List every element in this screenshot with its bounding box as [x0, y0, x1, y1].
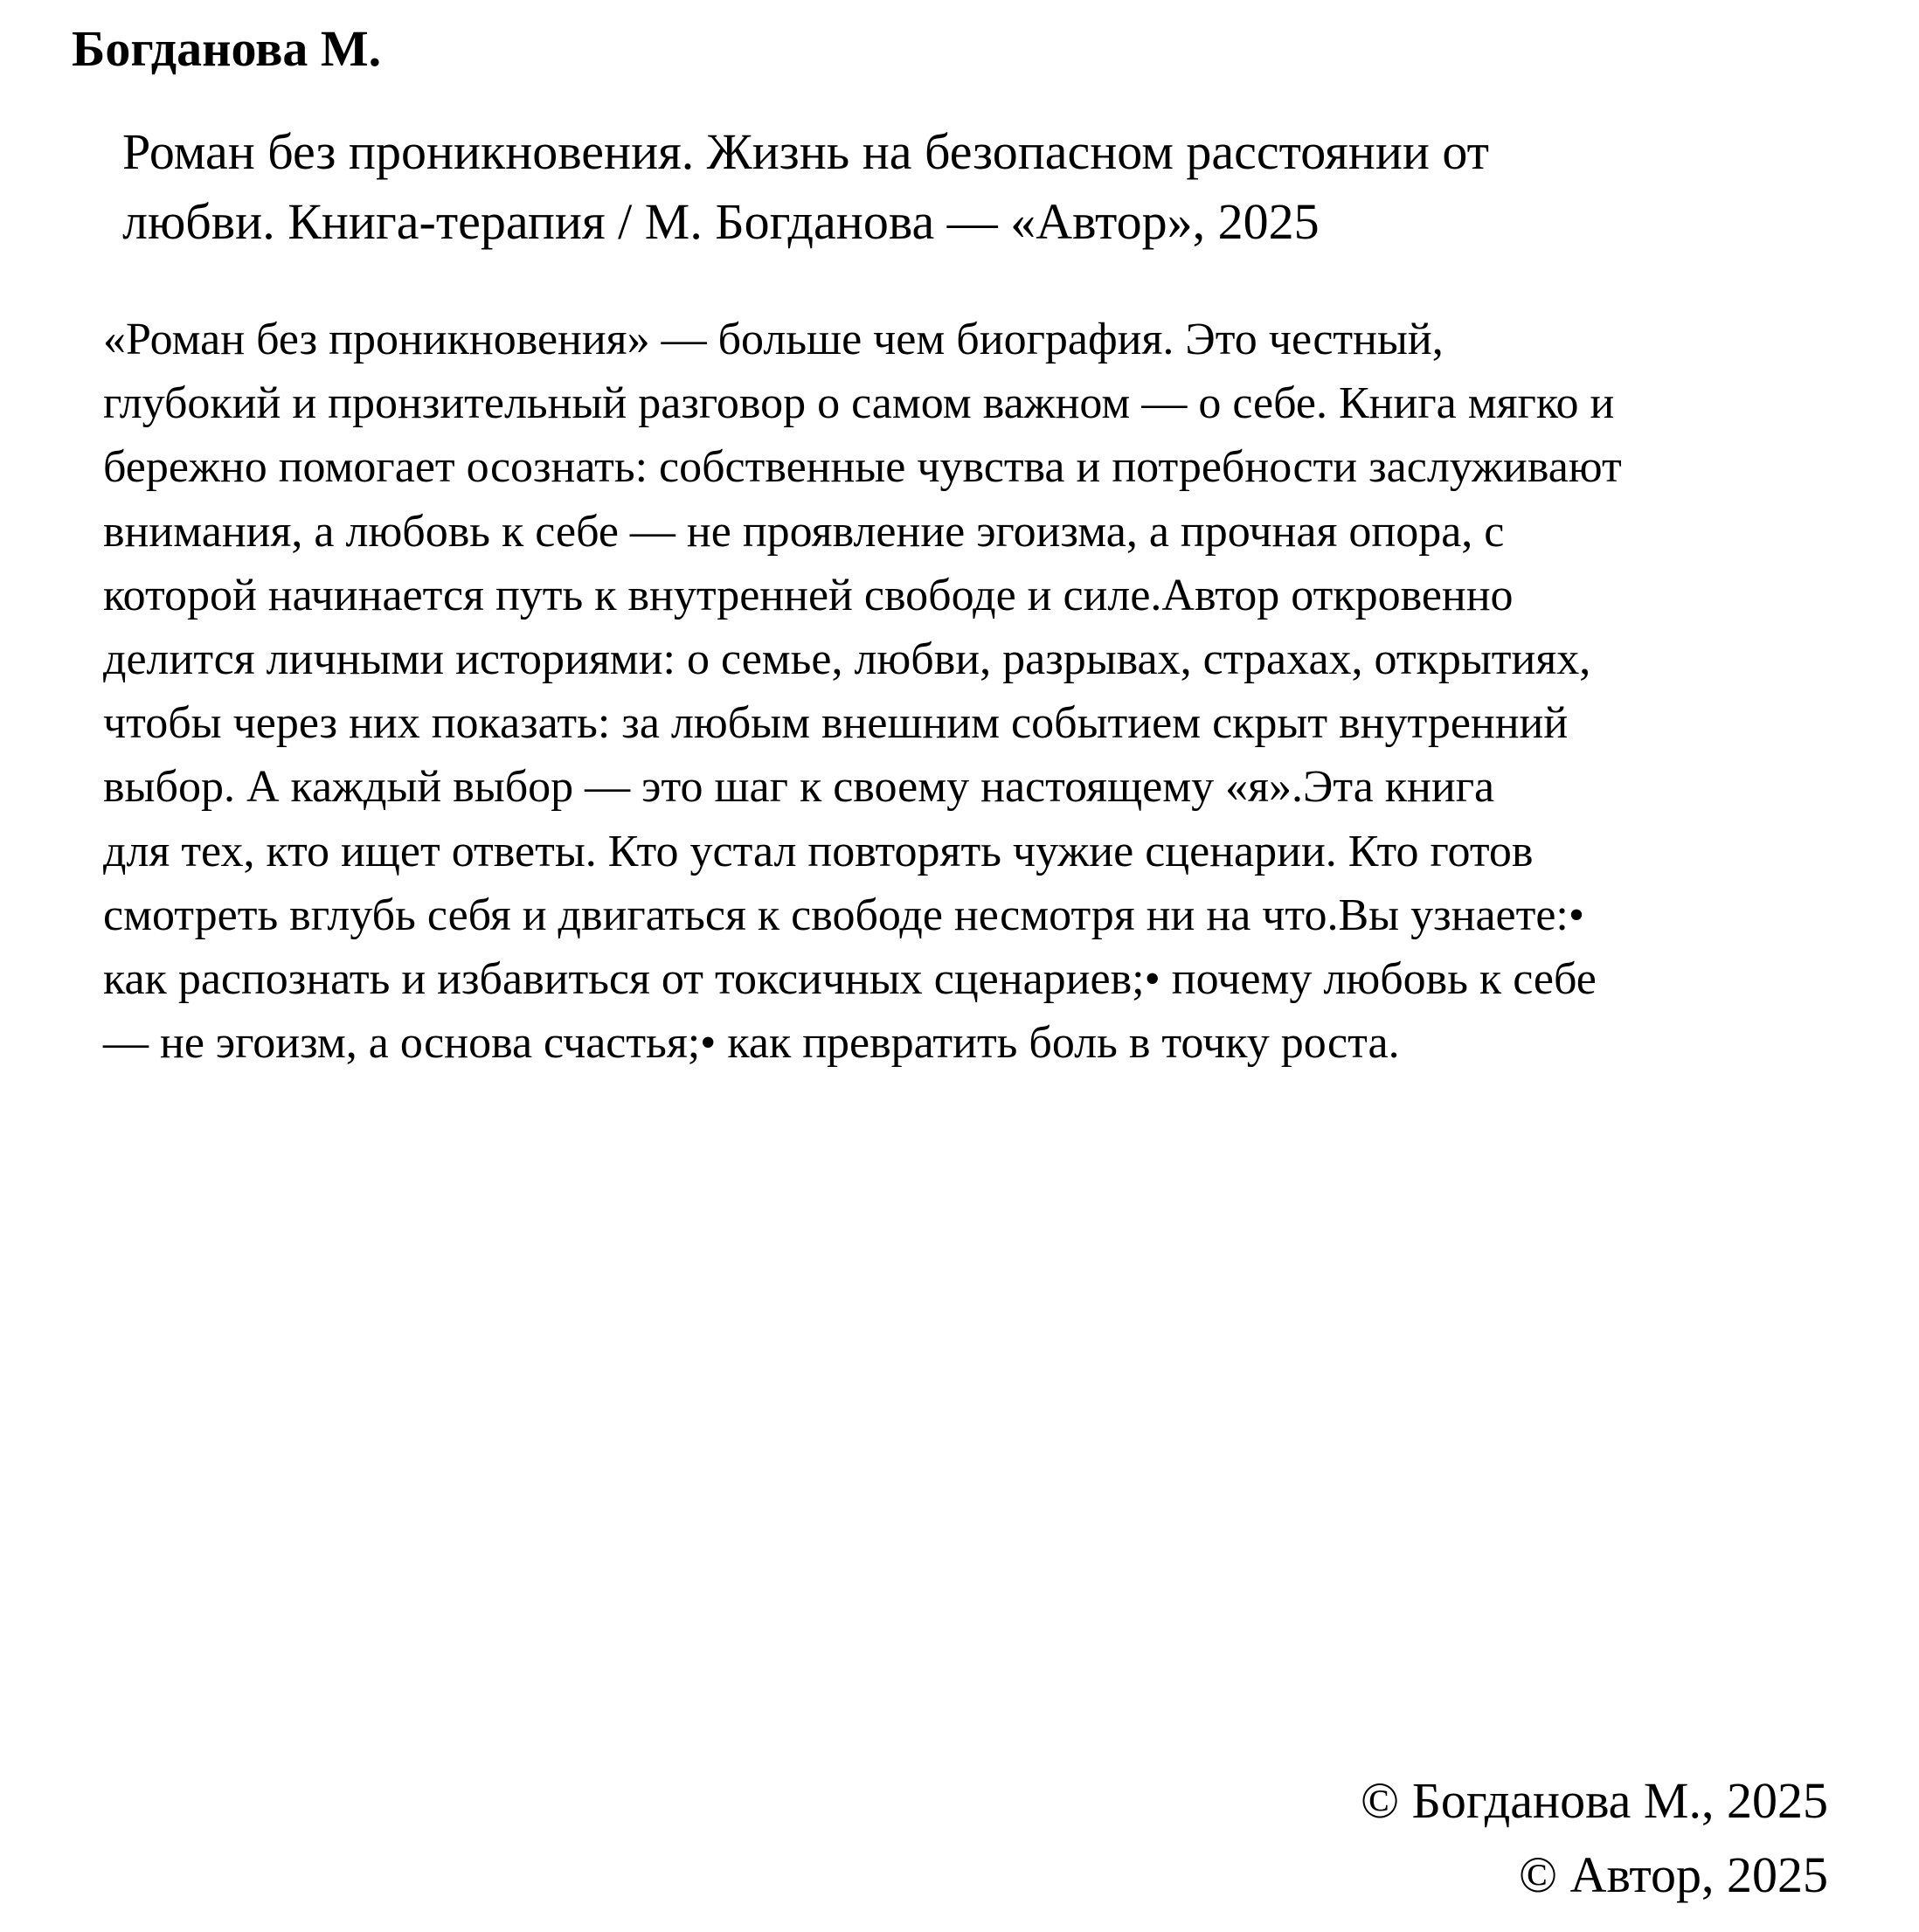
annotation-line: которой начинается путь к внутренней свободе и силе.Автор откровенно: [103, 570, 1514, 620]
author-name: Богданова М.: [72, 20, 382, 77]
annotation-line: глубокий и пронзительный разговор о самом важном — о себе. Книга мягко и: [103, 378, 1615, 429]
annotation-text: [103, 308, 1851, 1075]
bibliography-line: любви. Книга-терапия / М. Богданова — «Автор», 2025: [122, 193, 1320, 250]
copyright-line: © Богданова М., 2025: [1361, 1772, 1828, 1829]
bibliography-line: Роман без проникновения. Жизнь на безопасном расстоянии от: [122, 123, 1489, 180]
copyright-block: [1361, 1763, 1828, 1912]
annotation-line: «Роман без проникновения» — больше чем биография. Это честный,: [103, 315, 1444, 364]
annotation-line: как распознать и избавиться от токсичных сценариев;• почему любовь к себе: [103, 954, 1597, 1005]
bibliographic-description: [122, 117, 1853, 257]
annotation-line: чтобы через них показать: за любым внешним событием скрыт внутренний: [103, 698, 1569, 749]
copyright-line: © Автор, 2025: [1519, 1846, 1828, 1903]
annotation-line: внимания, а любовь к себе — не проявление эгоизма, а прочная опора, с: [103, 506, 1505, 557]
annotation-line: — не эгоизм, а основа счастья;• как превратить боль в точку роста.: [103, 1018, 1400, 1069]
annotation-line: для тех, кто ищет ответы. Кто устал повторять чужие сценарии. Кто готов: [103, 826, 1534, 876]
annotation-line: смотреть вглубь себя и двигаться к свободе несмотря ни на что.Вы узнаете:•: [103, 890, 1585, 940]
annotation-line: бережно помогает осознать: собственные чувства и потребности заслуживают: [103, 442, 1622, 493]
annotation-line: делится личными историями: о семье, любви, разрывах, страхах, открытиях,: [103, 634, 1591, 685]
annotation-line: выбор. А каждый выбор — это шаг к своему настоящему «я».Эта книга: [103, 762, 1495, 813]
